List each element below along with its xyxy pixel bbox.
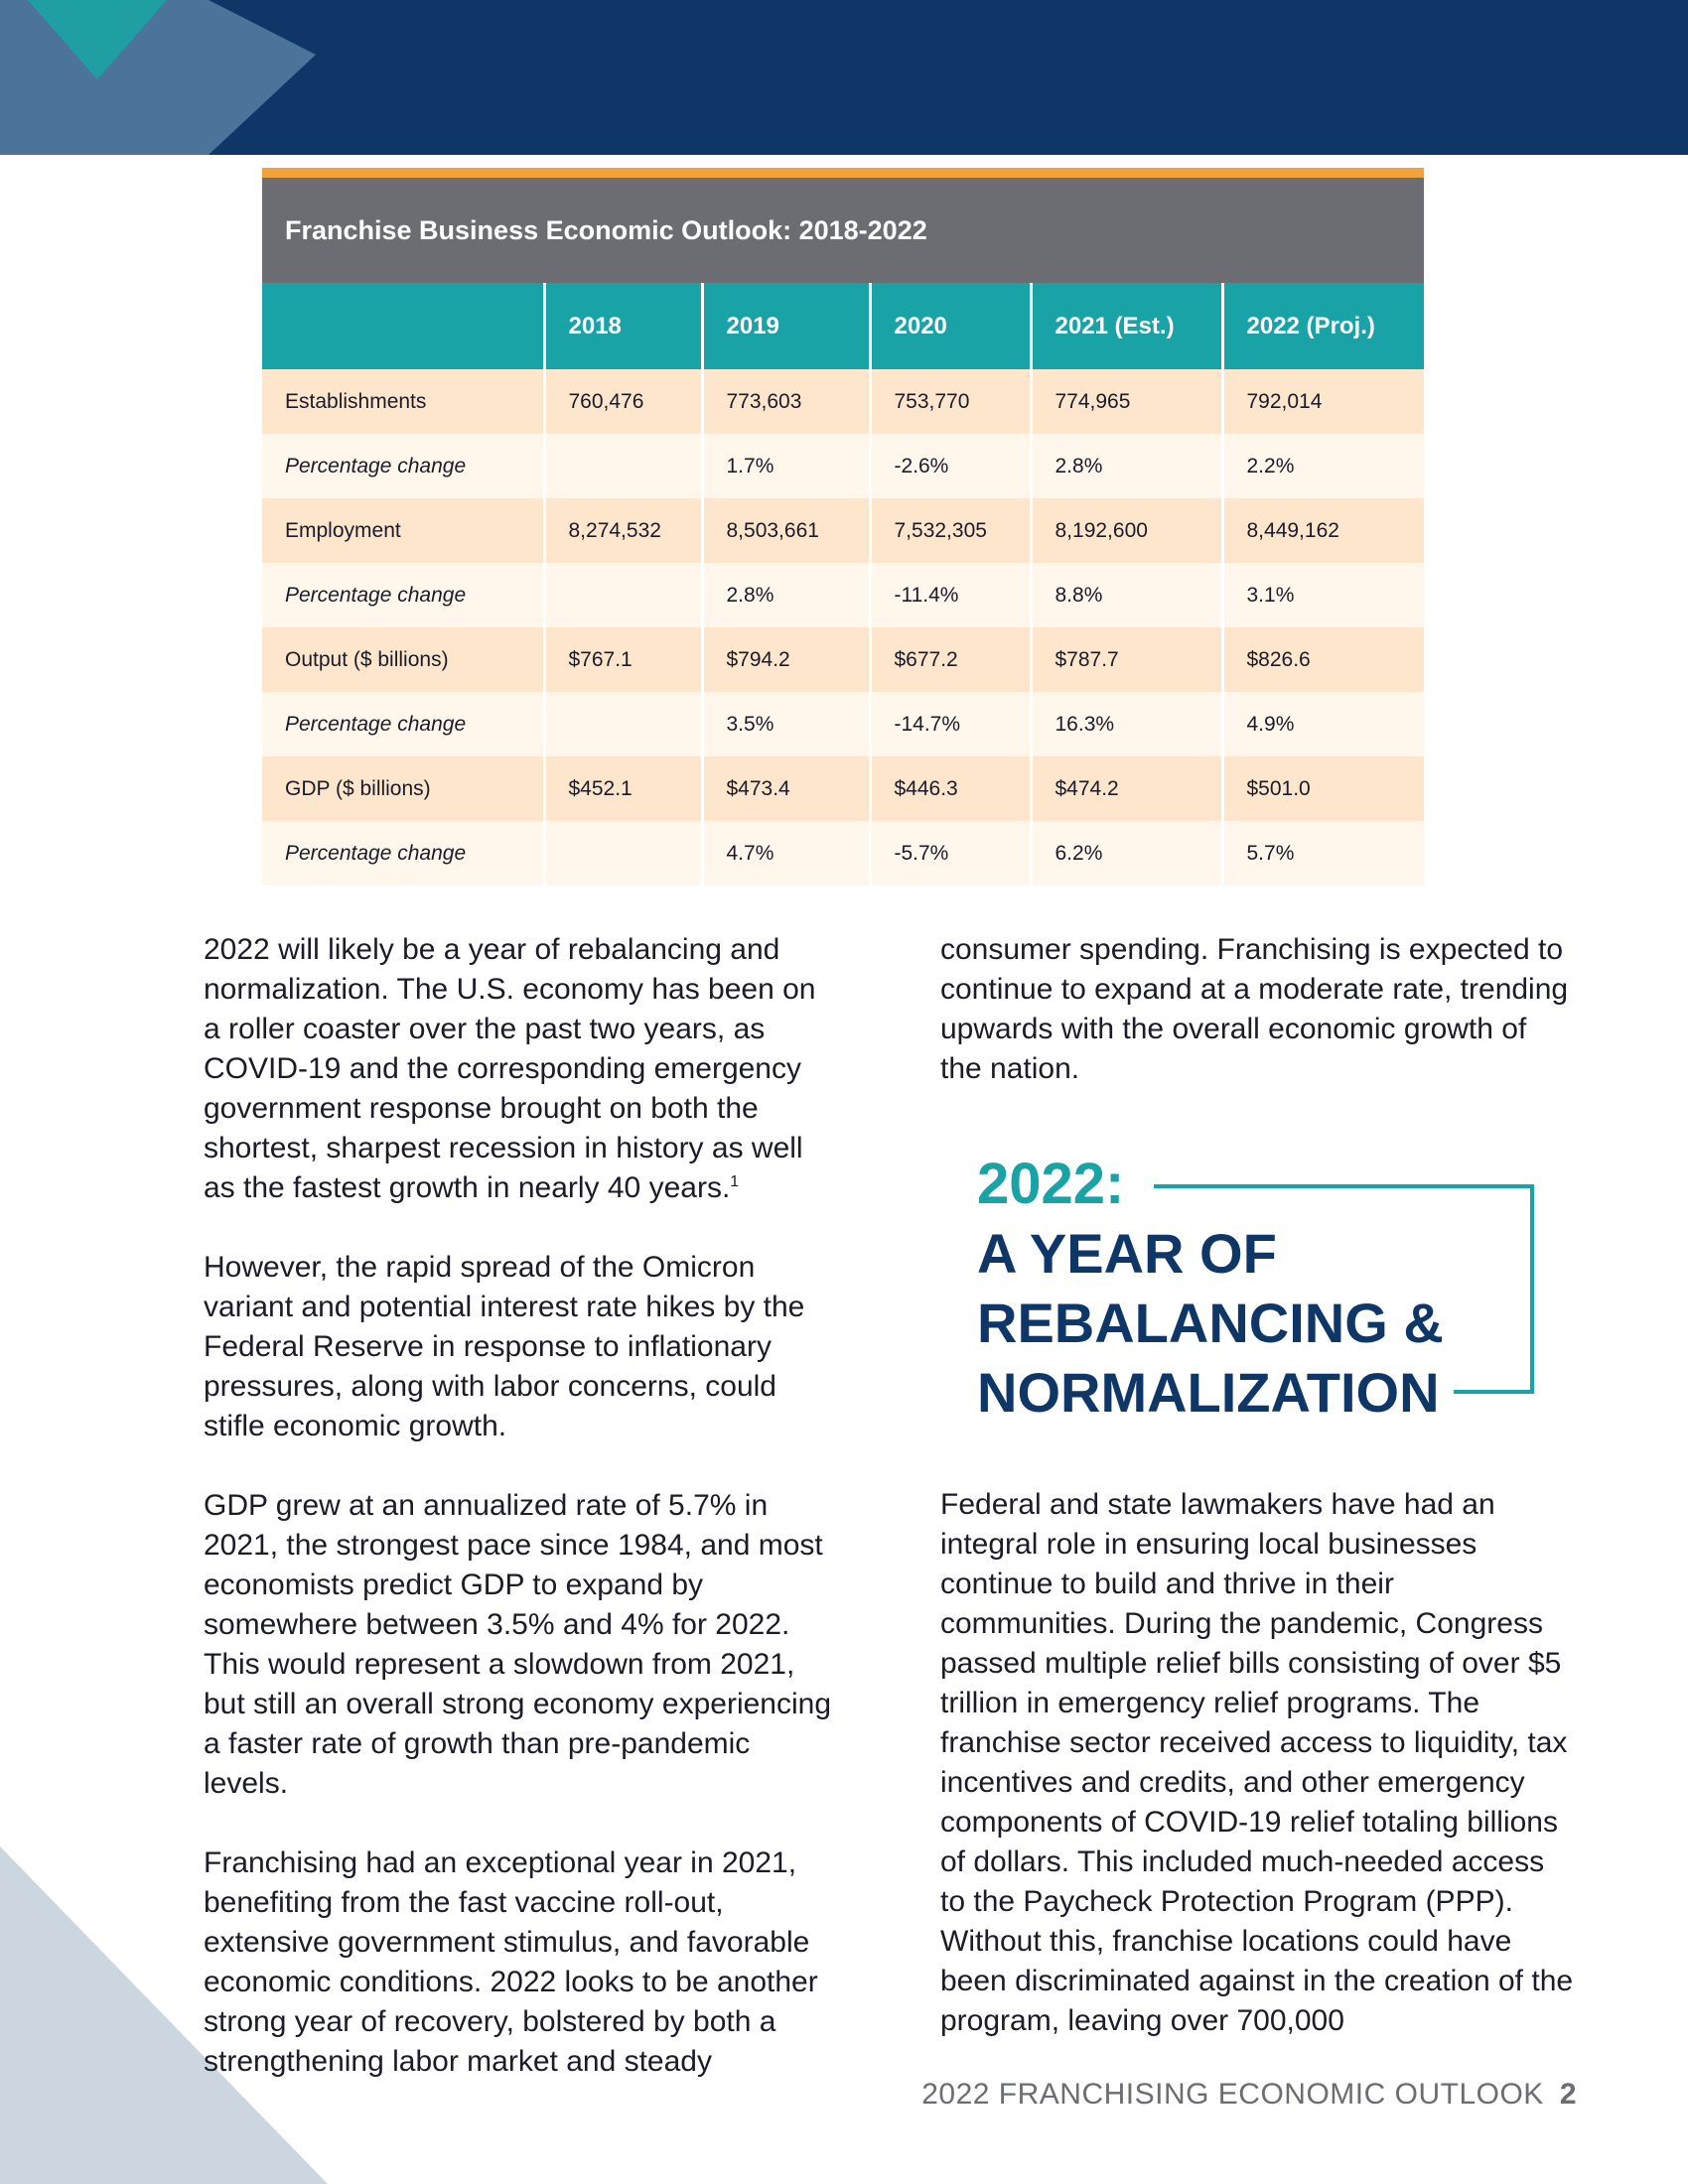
body-paragraph: Federal and state lawmakers have had an integral role in ensuring local businesses continue to build and thrive in their communities. During the pandemic, Congress passed multiple relief bills consisting of over $5 trillion in emergency relief programs. The franchise sector received access to liquidity, tax incentives and credits, and other emergency components of COVID-19 relief totaling billions of dollars. This included much-needed access to the Paycheck Protection Program (PPP). Without this, franchise locations could have been discriminated against in the creation of the program, leaving over 700,000 — [940, 1488, 1574, 2037]
table-accent-bar — [262, 168, 1424, 178]
table-cell: $473.4 — [702, 756, 870, 821]
table-row — [262, 756, 1424, 821]
table-cell — [544, 692, 702, 756]
table-cell: -14.7% — [870, 692, 1031, 756]
table-cell: 8,274,532 — [544, 498, 702, 563]
table-cell — [544, 563, 702, 627]
row-label: Percentage change — [262, 434, 544, 498]
table-cell: 3.5% — [702, 692, 870, 756]
paragraph-text: 2022 will likely be a year of rebalancing and normalization. The U.S. economy has been on a roller coaster over the past two years, as COVID-19 and the corresponding emergency government response brought on both the shortest, sharpest recession in history as well as the fastest growth in nearly 40 years. — [204, 933, 816, 1204]
right-column-top — [940, 930, 1576, 1129]
table-cell: 773,603 — [702, 369, 870, 434]
table-cell: $787.7 — [1031, 627, 1222, 692]
table-cell: 792,014 — [1222, 369, 1424, 434]
row-label: Output ($ billions) — [262, 627, 544, 692]
column-header: 2019 — [702, 283, 870, 369]
table-cell: $826.6 — [1222, 627, 1424, 692]
column-header — [262, 283, 544, 369]
table-cell: 2.8% — [702, 563, 870, 627]
header-decoration — [0, 0, 318, 155]
body-paragraph: Franchising had an exceptional year in 2021, benefiting from the fast vaccine roll-out, extensive government stimulus, and favorable economic conditions. 2022 looks to be another strong year of recovery, bolstered by both a strengthening labor market and steady — [204, 1846, 818, 2078]
table-cell: 2.8% — [1031, 434, 1222, 498]
table-row — [262, 434, 1424, 498]
table-cell: 5.7% — [1222, 821, 1424, 886]
table-row — [262, 627, 1424, 692]
table-cell: 16.3% — [1031, 692, 1222, 756]
table-cell: $794.2 — [702, 627, 870, 692]
row-label: GDP ($ billions) — [262, 756, 544, 821]
column-header: 2021 (Est.) — [1031, 283, 1222, 369]
table-cell: $767.1 — [544, 627, 702, 692]
table-cell: 2.2% — [1222, 434, 1424, 498]
table-header-row — [262, 283, 1424, 369]
footer-title: 2022 FRANCHISING ECONOMIC OUTLOOK — [921, 2078, 1544, 2111]
table-row — [262, 498, 1424, 563]
footnote-marker: 1 — [730, 1173, 740, 1190]
row-label: Percentage change — [262, 692, 544, 756]
table-cell: -2.6% — [870, 434, 1031, 498]
table-cell: $446.3 — [870, 756, 1031, 821]
table-cell: 753,770 — [870, 369, 1031, 434]
page-number: 2 — [1559, 2078, 1577, 2111]
left-column — [204, 930, 839, 2121]
table-cell: 3.1% — [1222, 563, 1424, 627]
body-paragraph: GDP grew at an annualized rate of 5.7% in 2021, the strongest pace since 1984, and most economists predict GDP to expand by somewhere between 3.5% and 4% for 2022. This would represent a slowdown from 2021, but still an overall strong economy experiencing a faster rate of growth than pre-pandemic levels. — [204, 1489, 832, 1800]
table-cell: 1.7% — [702, 434, 870, 498]
pull-quote-line: NORMALIZATION — [977, 1363, 1454, 1423]
table-cell: -5.7% — [870, 821, 1031, 886]
table-cell — [544, 821, 702, 886]
table-cell: $677.2 — [870, 627, 1031, 692]
row-label: Percentage change — [262, 821, 544, 886]
table-cell: 4.9% — [1222, 692, 1424, 756]
column-header: 2020 — [870, 283, 1031, 369]
column-header: 2022 (Proj.) — [1222, 283, 1424, 369]
page-footer — [921, 2078, 1577, 2112]
row-label: Establishments — [262, 369, 544, 434]
table-cell: 774,965 — [1031, 369, 1222, 434]
table-row — [262, 821, 1424, 886]
table-cell: 8.8% — [1031, 563, 1222, 627]
table-cell: $452.1 — [544, 756, 702, 821]
right-column-bottom — [940, 1485, 1576, 2081]
table-cell: $474.2 — [1031, 756, 1222, 821]
column-header: 2018 — [544, 283, 702, 369]
outlook-table — [262, 283, 1424, 886]
pull-quote-year: 2022: — [977, 1155, 1142, 1214]
table-title: Franchise Business Economic Outlook: 2018-2022 — [262, 178, 1424, 283]
body-paragraph: However, the rapid spread of the Omicron variant and potential interest rate hikes by the Federal Reserve in response to inflationary pressures, along with labor concerns, could stifle economic growth. — [204, 1251, 805, 1442]
table-cell: 7,532,305 — [870, 498, 1031, 563]
table-cell: -11.4% — [870, 563, 1031, 627]
table-cell: 4.7% — [702, 821, 870, 886]
table-cell: $501.0 — [1222, 756, 1424, 821]
table-cell — [544, 434, 702, 498]
outlook-table-panel — [262, 168, 1424, 886]
row-label: Percentage change — [262, 563, 544, 627]
table-row — [262, 692, 1424, 756]
pull-quote-line: REBALANCING & — [977, 1294, 1458, 1353]
table-cell: 6.2% — [1031, 821, 1222, 886]
table-cell: 8,192,600 — [1031, 498, 1222, 563]
table-row — [262, 563, 1424, 627]
pull-quote-line: A YEAR OF — [977, 1224, 1291, 1284]
table-cell: 8,503,661 — [702, 498, 870, 563]
table-row — [262, 369, 1424, 434]
table-cell: 760,476 — [544, 369, 702, 434]
row-label: Employment — [262, 498, 544, 563]
body-paragraph: consumer spending. Franchising is expected to continue to expand at a moderate rate, trending upwards with the overall economic growth of the nation. — [940, 933, 1569, 1085]
body-paragraph — [204, 930, 839, 1208]
table-cell: 8,449,162 — [1222, 498, 1424, 563]
